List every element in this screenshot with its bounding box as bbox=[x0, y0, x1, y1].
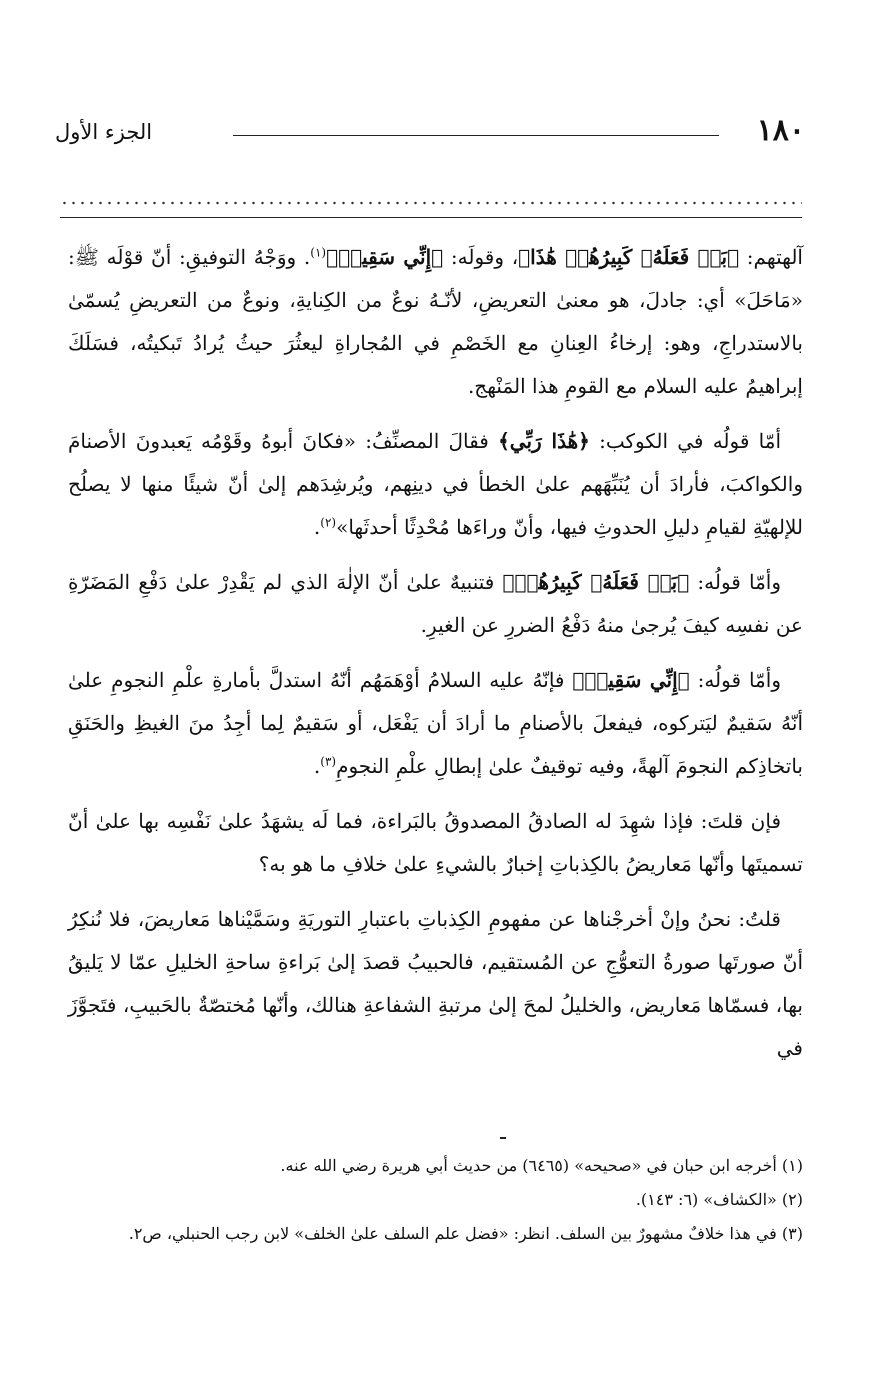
text-run: قلتُ: نحنُ وإنْ أخرجْناها عن مفهومِ الكِذباتِ باعتبارِ التوريَةِ وسَمَّيْناها مَعاريضَ، فلا نُنكِرُ أنّ صورتَها صورةُ التعوُّجِ عن المُستقيم، فالحبيبُ قصدَ إلىٰ بَراءةِ ساحةِ الخليلِ عمّا لا يَليقُ بها، فسمّاها مَعاريض، والخليلُ لمحَ إلىٰ مرتبةِ الشفاعةِ هنالك، وأنّها مُختصّةٌ بالحَبيبِ، فتَجوَّزَ في bbox=[68, 907, 803, 1060]
paragraph-5 bbox=[68, 800, 803, 886]
quran-quote: ﴿هَٰذَا رَبِّي﴾ bbox=[498, 429, 590, 453]
text-run: . bbox=[313, 754, 321, 778]
paragraph-6 bbox=[68, 898, 803, 1070]
text-run: فإنّهُ عليه السلامُ أوْهَمَهُم أنّهُ استدلَّ بأمارةِ علْمِ النجومِ علىٰ أنّهُ سَقيمٌ ليَتركوه، فيفعلَ بالأصنامِ ما أرادَ أن يَفْعَل، أو سَقيمٌ لِما أجِدُ منَ الغيظِ والحَنَقِ باتخاذِكم النجومَ آلهةً، وفيه توقيفٌ علىٰ إبطالِ علْمِ النجومِ bbox=[68, 668, 803, 778]
quran-quote: ﴿إِنِّي سَقِيمٞ﴾ bbox=[572, 668, 690, 692]
text-run: . bbox=[313, 515, 321, 539]
footnote-1: (١) أخرجه ابن حبان في «صحيحه» (٦٤٦٥) من حديث أبي هريرة رضي الله عنه. bbox=[280, 1156, 803, 1175]
quran-quote: ﴿بَلۡ فَعَلَهُۥ كَبِيرُهُمۡ هَٰذَا﴾ bbox=[518, 245, 740, 269]
text-run: وأمّا قولُه: bbox=[689, 570, 782, 594]
separator-rule bbox=[60, 217, 802, 218]
running-title: الجزء الأول bbox=[55, 120, 153, 144]
footnote-rule bbox=[500, 1137, 506, 1139]
header-separator bbox=[60, 198, 802, 218]
footnote-2: (٢) «الكشاف» (٦: ١٤٣). bbox=[635, 1190, 803, 1209]
text-run: فتنبيهٌ علىٰ أنّ الإلٰهَ الذي لم يَقْدِرْ علىٰ دَفْعِ المَضَرّةِ عن نفسِه كيفَ يُرجىٰ منهُ دَفْعُ الضررِ عن الغيرِ. bbox=[68, 570, 803, 637]
text-run: آلهتهم: bbox=[739, 245, 803, 269]
footnote-ref-1[interactable]: (١) bbox=[310, 245, 327, 260]
text-run: ، وقولَه: bbox=[443, 245, 519, 269]
footnote-ref-3[interactable]: (٣) bbox=[320, 754, 337, 769]
paragraph-1 bbox=[68, 236, 803, 408]
paragraph-3 bbox=[68, 561, 803, 647]
text-run: فإن قلتَ: فإذا شهِدَ له الصادقُ المصدوقُ بالبَراءة، فما لَه يشهَدُ علىٰ نَفْسِه بها علىٰ أنّ تسميتَها وأنّها مَعاريضُ بالكِذباتِ إخبارٌ بالشيءِ علىٰ خلافِ ما هو به؟ bbox=[68, 809, 803, 876]
text-run: فقالَ المصنِّفُ: «فكانَ أبوهُ وقَوْمُه يَعبدونَ الأصنامَ والكواكبَ، فأرادَ أن يُنَبِّهَهم علىٰ الخطأ في دينِهم، ويُرشِدَهم إلىٰ أنّ شيئًا منها لا يصلُح للإلهيّةِ لقيامِ دليلِ الحدوثِ فيها، وأنّ وراءَها مُحْدِثًا أحدثَها» bbox=[68, 429, 803, 539]
text-run: أمّا قولُه في الكوكب: bbox=[589, 429, 781, 453]
paragraph-2 bbox=[68, 420, 803, 549]
quran-quote: ﴿إِنِّي سَقِيمٞ﴾ bbox=[326, 245, 444, 269]
quran-quote: ﴿بَلۡ فَعَلَهُۥ كَبِيرُهُمۡ﴾ bbox=[502, 570, 690, 594]
footnote-ref-2[interactable]: (٢) bbox=[320, 515, 337, 530]
paragraph-4 bbox=[68, 659, 803, 788]
text-run: وأمّا قولُه: bbox=[689, 668, 781, 692]
footnote-3: (٣) في هذا خلافٌ مشهورٌ بين السلف. انظر: «فضل علم السلف علىٰ الخلف» لابن رجب الحنبلي، ص٢. bbox=[128, 1224, 803, 1243]
page-number: ١٨٠ bbox=[756, 113, 805, 148]
text-run: . ووَجْهُ التوفيقِ: أنّ قوْلَه ﷺ: «مَاحَلَ» أي: جادلَ، هو معنىٰ التعريضِ، لأنّـهُ نوعٌ من الكِنايةِ، ونوعٌ من التعريضِ يُسمّىٰ بالاستدراجِ، وهو: إرخاءُ العِنانِ مع الخَصْمِ في المُجاراةِ ليعثُرَ حيثُ يُرادُ تَبكيتُه، فسَلَكَ إبراهيمُ عليه السلام مع القومِ هذا المَنْهج. bbox=[68, 245, 803, 398]
running-header bbox=[55, 113, 805, 153]
main-text bbox=[68, 236, 803, 1082]
footnotes bbox=[68, 1150, 803, 1252]
dotted-line bbox=[60, 198, 802, 208]
header-rule bbox=[233, 135, 719, 136]
